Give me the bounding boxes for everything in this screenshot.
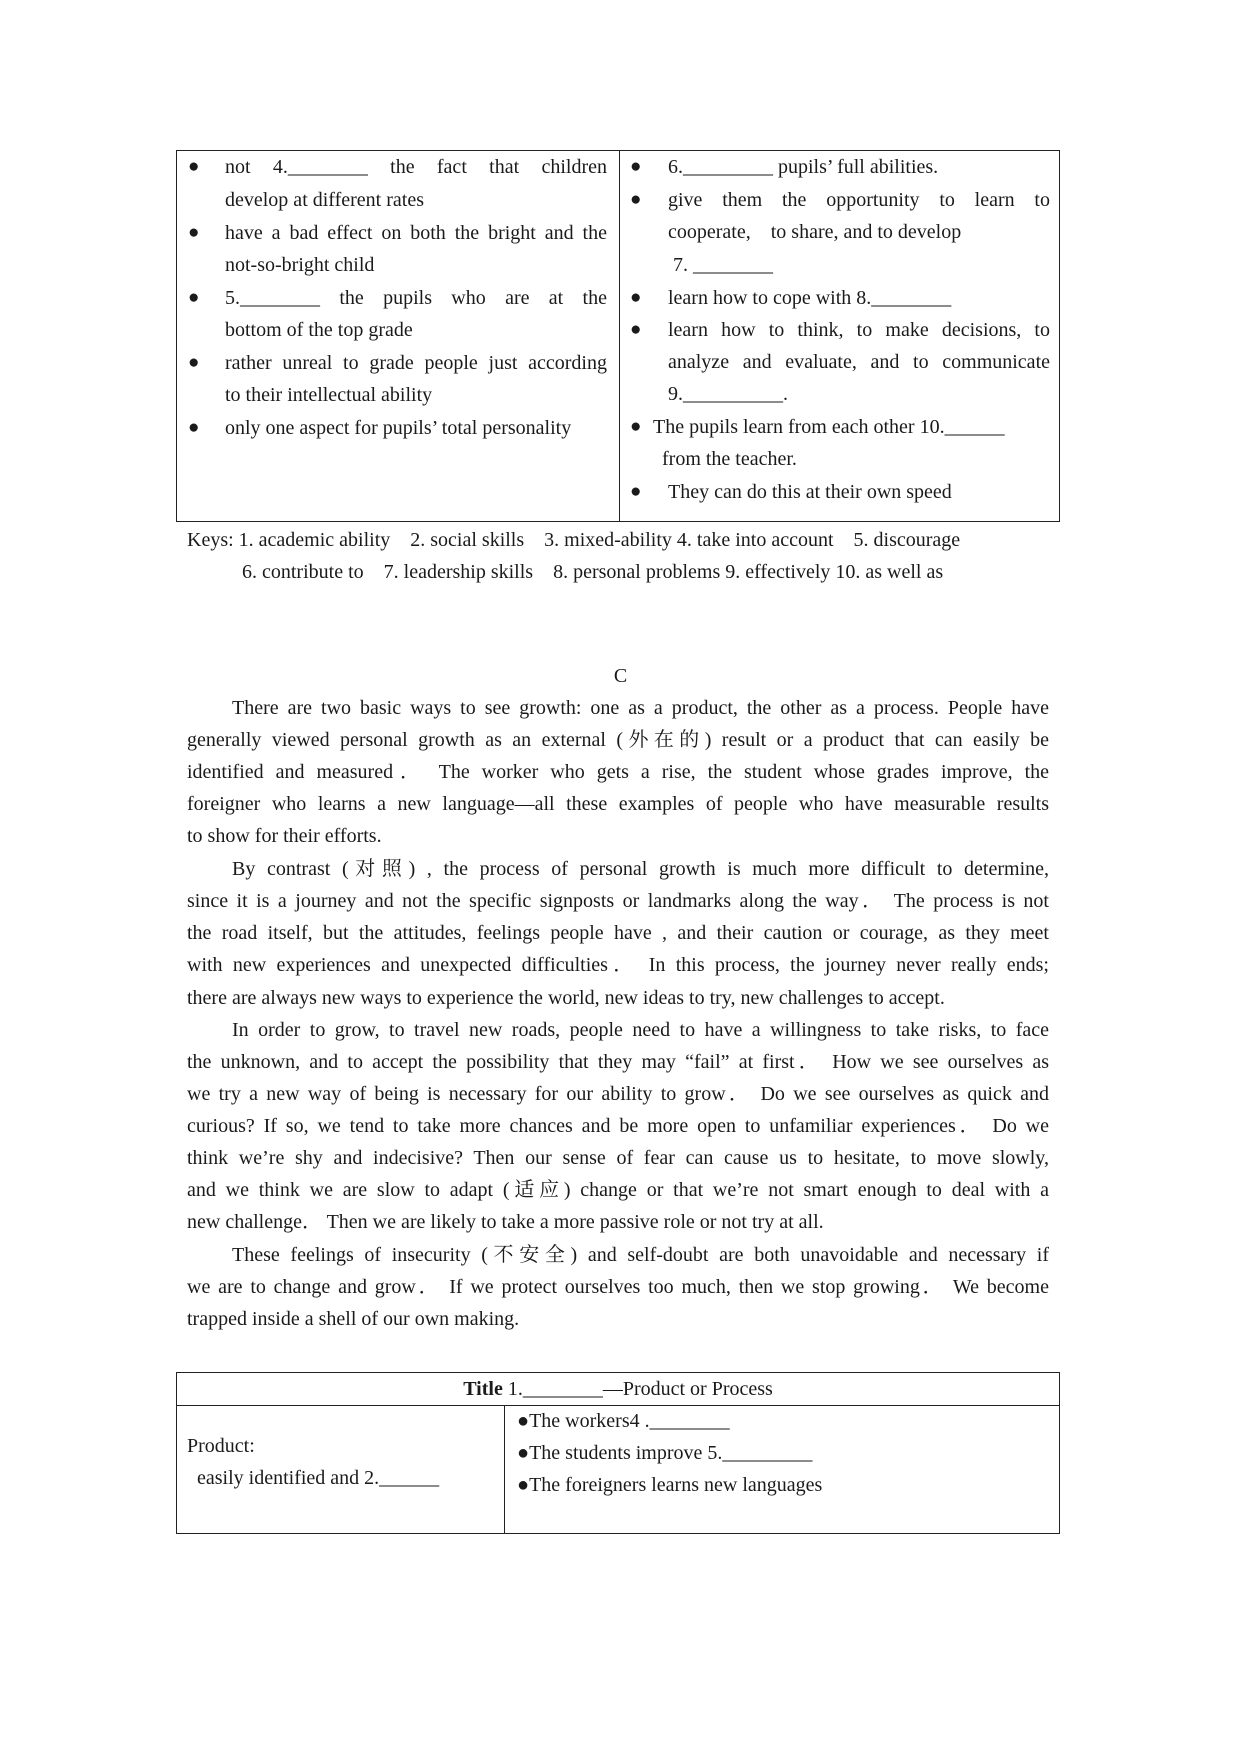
passage-line: In order to grow, to travel new roads, people need to have a willingness to take risks, to face xyxy=(232,1019,1049,1041)
header-rule xyxy=(177,1405,1059,1406)
passage-line: and we think we are slow to adapt (适应) change or that we’re not smart enough to deal with a xyxy=(187,1179,1049,1201)
passage-line: we try a new way of being is necessary for our ability to grow． Do we see ourselves as quick and xyxy=(187,1083,1049,1105)
right-item-1-line-1: 6._________ pupils’ full abilities. xyxy=(668,156,939,178)
left-item-5-line-1: only one aspect for pupils’ total personality xyxy=(225,417,572,439)
column-divider xyxy=(504,1405,505,1533)
right-item-5-line-2: from the teacher. xyxy=(662,448,797,470)
column-divider xyxy=(619,151,620,521)
passage-line: curious? If so, we tend to take more chances and be more open to unfamiliar experiences． Do we xyxy=(187,1115,1049,1137)
left-item-2-line-1: have a bad effect on both the bright and the xyxy=(225,222,607,244)
example-item: ●The students improve 5._________ xyxy=(517,1442,813,1464)
passage-line: with new experiences and unexpected difficulties． In this process, the journey never really ends; xyxy=(187,954,1049,976)
passage-label: C xyxy=(613,665,628,687)
passage-line: generally viewed personal growth as an external (外在的) result or a product that can easily be xyxy=(187,729,1049,751)
bullet: ● xyxy=(188,156,200,177)
left-item-1-line-1: not 4.________ the fact that children xyxy=(225,156,607,178)
right-item-4-line-3: 9.__________. xyxy=(668,383,788,405)
example-item: ●The workers4 .________ xyxy=(517,1410,730,1432)
bullet: ● xyxy=(188,352,200,373)
passage-line: identified and measured． The worker who gets a rise, the student whose grades improve, the xyxy=(187,761,1049,783)
passage-line: since it is a journey and not the specific signposts or landmarks along the way． The process is not xyxy=(187,890,1049,912)
right-item-4-line-1: learn how to think, to make decisions, to xyxy=(668,319,1050,341)
passage-line: new challenge． Then we are likely to take a more passive role or not try at all. xyxy=(187,1211,824,1233)
summary-table xyxy=(176,1372,1060,1534)
example-item: ●The foreigners learns new languages xyxy=(517,1474,823,1496)
passage-line: By contrast (对照) , the process of personal growth is much more difficult to determine, xyxy=(232,858,1049,880)
bullet: ● xyxy=(630,481,642,502)
left-item-4-line-1: rather unreal to grade people just according xyxy=(225,352,607,374)
answer-keys-line-1: Keys: 1. academic ability 2. social skills 3. mixed-ability 4. take into account 5. discourage xyxy=(187,529,961,551)
left-item-2-line-2: not-so-bright child xyxy=(225,254,375,276)
table-title xyxy=(177,1377,1059,1401)
passage-line: the unknown, and to accept the possibility that they may “fail” at first． How we see ourselves as xyxy=(187,1051,1049,1073)
passage-line: the road itself, but the attitudes, feelings people have , and their caution or courage, as they meet xyxy=(187,922,1049,944)
passage-line: think we’re shy and indecisive? Then our sense of fear can cause us to hesitate, to move slowly, xyxy=(187,1147,1049,1169)
bullet: ● xyxy=(188,417,200,438)
bullet: ● xyxy=(630,156,642,177)
bullet: ● xyxy=(630,416,642,437)
right-item-4-line-2: analyze and evaluate, and to communicate xyxy=(668,351,1050,373)
passage-line: we are to change and grow． If we protect ourselves too much, then we stop growing． We become xyxy=(187,1276,1049,1298)
title-bold: Title xyxy=(463,1378,503,1400)
left-item-4-line-2: to their intellectual ability xyxy=(225,384,433,406)
passage-line: foreigner who learns a new language—all these examples of people who have measurable results xyxy=(187,793,1049,815)
answer-keys-line-2: 6. contribute to 7. leadership skills 8. personal problems 9. effectively 10. as well as xyxy=(242,561,944,583)
bullet: ● xyxy=(188,222,200,243)
bullet: ● xyxy=(630,189,642,210)
bullet: ● xyxy=(630,319,642,340)
vocab-summary-table xyxy=(176,150,1060,522)
left-item-1-line-2: develop at different rates xyxy=(225,189,424,211)
right-item-2-line-1: give them the opportunity to learn to xyxy=(668,189,1050,211)
left-item-3-line-2: bottom of the top grade xyxy=(225,319,413,341)
product-desc: easily identified and 2.______ xyxy=(197,1467,440,1489)
right-item-5-line-1: The pupils learn from each other 10.______ xyxy=(653,416,1005,438)
passage-line: There are two basic ways to see growth: one as a product, the other as a process. People have xyxy=(232,697,1049,719)
left-item-3-line-1: 5.________ the pupils who are at the xyxy=(225,287,607,309)
passage-line: These feelings of insecurity (不安全) and self-doubt are both unavoidable and necessary if xyxy=(232,1244,1049,1266)
passage-line: to show for their efforts. xyxy=(187,825,382,847)
product-label: Product: xyxy=(187,1435,255,1457)
right-item-6-line-1: They can do this at their own speed xyxy=(668,481,952,503)
passage-line: trapped inside a shell of our own making. xyxy=(187,1308,520,1330)
bullet: ● xyxy=(188,287,200,308)
right-item-3-line-1: learn how to cope with 8.________ xyxy=(668,287,952,309)
title-text: 1.________—Product or Process xyxy=(502,1378,773,1400)
passage-line: there are always new ways to experience the world, new ideas to try, new challenges to accept. xyxy=(187,987,945,1009)
bullet: ● xyxy=(630,287,642,308)
right-item-2-line-3: 7. ________ xyxy=(668,254,773,276)
right-item-2-line-2: cooperate, to share, and to develop xyxy=(668,221,962,243)
